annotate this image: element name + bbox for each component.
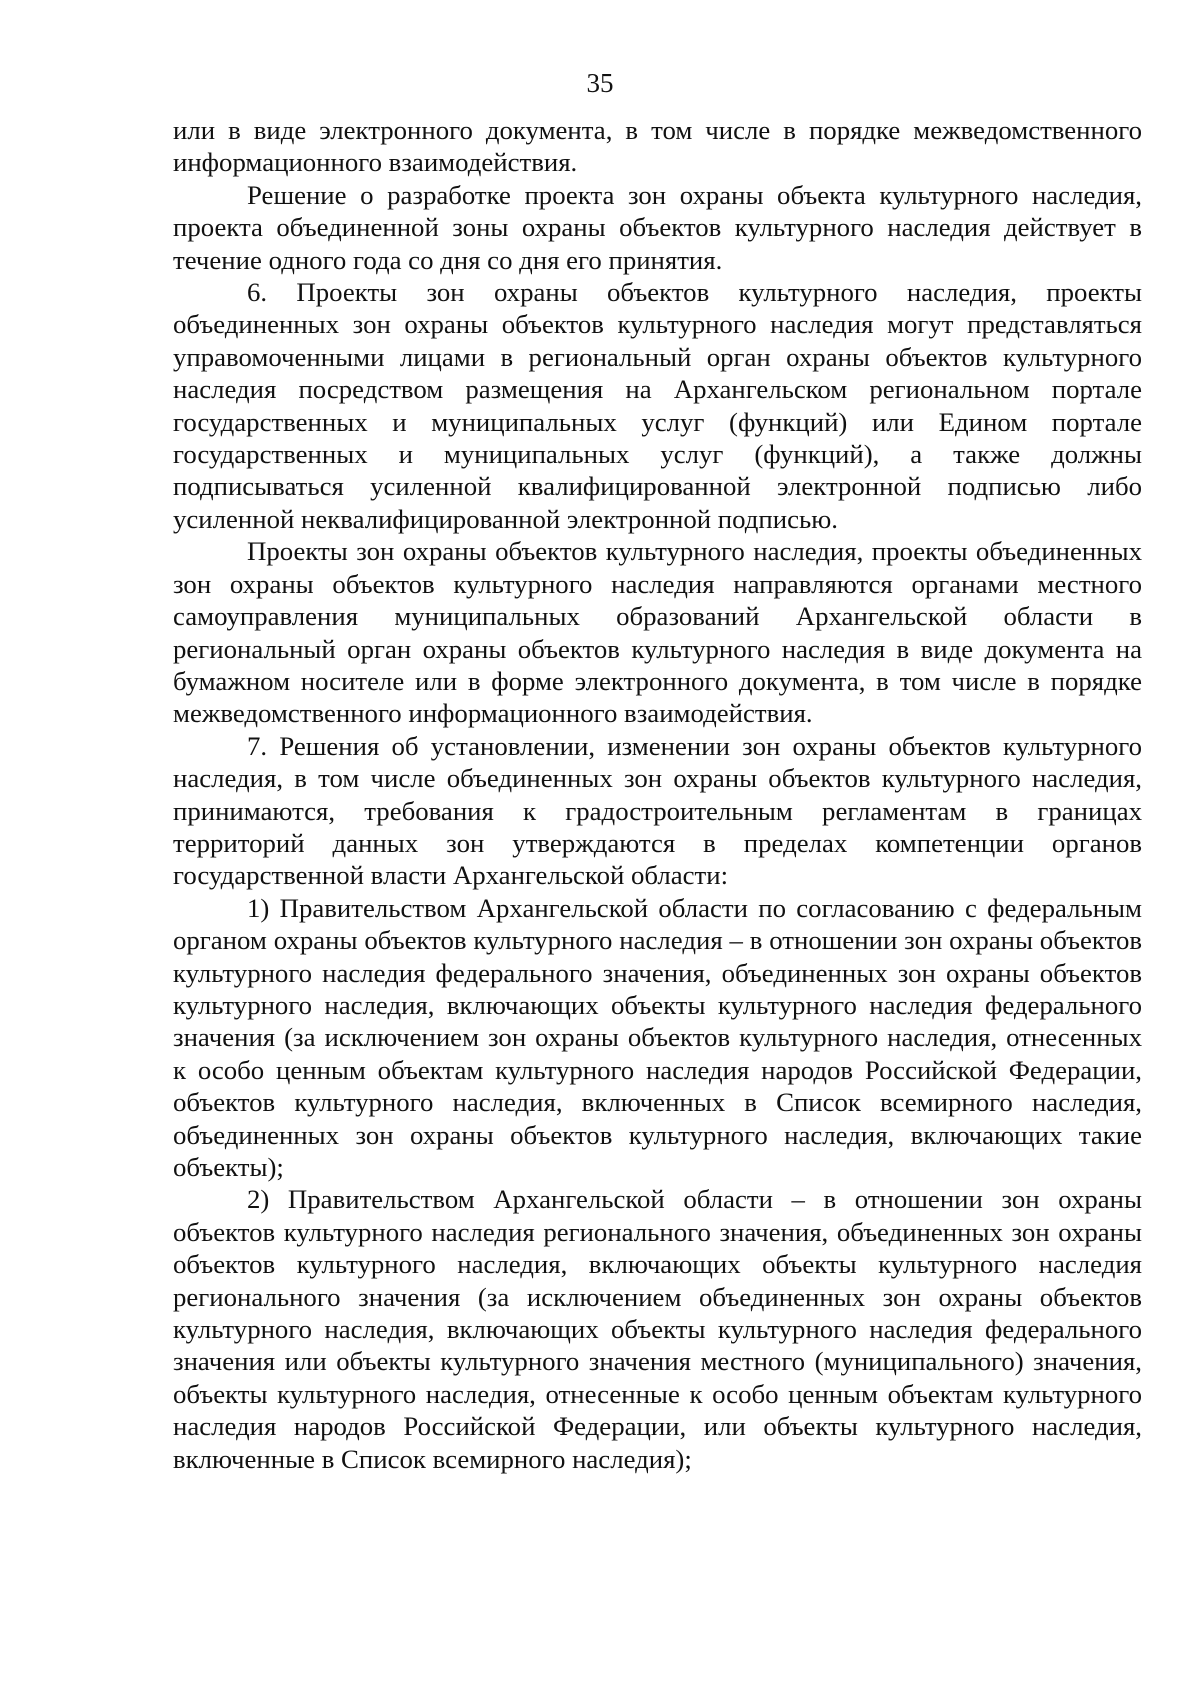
paragraph-continuation: или в виде электронного документа, в том числе в порядке межведомственного информационного взаимодействия. — [173, 115, 1142, 178]
paragraph-item-7: 7. Решения об установлении, изменении зон охраны объектов культурного наследия, в том числе объединенных зон охраны объектов культурного наследия, принимаются, требования к градостроительным регламентам в границах территорий данных зон утверждаются в пределах компетенции органов государственной власти Архангельской области: — [173, 730, 1142, 891]
paragraph-local-authorities: Проекты зон охраны объектов культурного наследия, проекты объединенных зон охраны объектов культурного наследия направляются органами местного самоуправления муниципальных образований Архангельской области в региональный орган охраны объектов культурного наследия в виде документа на бумажном носителе или в форме электронного документа, в том числе в порядке межведомственного информационного взаимодействия. — [173, 536, 1142, 729]
paragraph-subitem-2: 2) Правительством Архангельской области – в отношении зон охраны объектов культурного наследия регионального значения, объединенных зон охраны объектов культурного наследия, включающих объекты культурного наследия регионального значения (за исключением объединенных зон охраны объектов культурного наследия, включающих объекты культурного наследия федерального значения или объекты культурного значения местного (муниципального) значения, объекты культурного наследия, отнесенные к особо ценным объектам культурного наследия народов Российской Федерации, или объекты культурного наследия, включенные в Список всемирного наследия); — [173, 1184, 1142, 1474]
paragraph-subitem-1: 1) Правительством Архангельской области по согласованию с федеральным органом охраны объектов культурного наследия – в отношении зон охраны объектов культурного наследия федерального значения, объединенных зон охраны объектов культурного наследия, включающих объекты культурного наследия федерального значения (за исключением зон охраны объектов культурного наследия, отнесенных к особо ценным объектам культурного наследия народов Российской Федерации, объектов культурного наследия, включенных в Список всемирного наследия, объединенных зон охраны объектов культурного наследия, включающих такие объекты); — [173, 892, 1142, 1182]
document-body — [173, 114, 1142, 1475]
page-number: 35 — [586, 68, 614, 98]
paragraph-decision-validity: Решение о разработке проекта зон охраны объекта культурного наследия, проекта объединенной зоны охраны объектов культурного наследия действует в течение одного года со дня со дня его принятия. — [173, 179, 1142, 275]
paragraph-item-6: 6. Проекты зон охраны объектов культурного наследия, проекты объединенных зон охраны объектов культурного наследия могут представляться управомоченными лицами в региональный орган охраны объектов культурного наследия посредством размещения на Архангельском региональном портале государственных и муниципальных услуг (функций) или Едином портале государственных и муниципальных услуг (функций), а также должны подписываться усиленной квалифицированной электронной подписью либо усиленной неквалифицированной электронной подписью. — [173, 277, 1142, 534]
